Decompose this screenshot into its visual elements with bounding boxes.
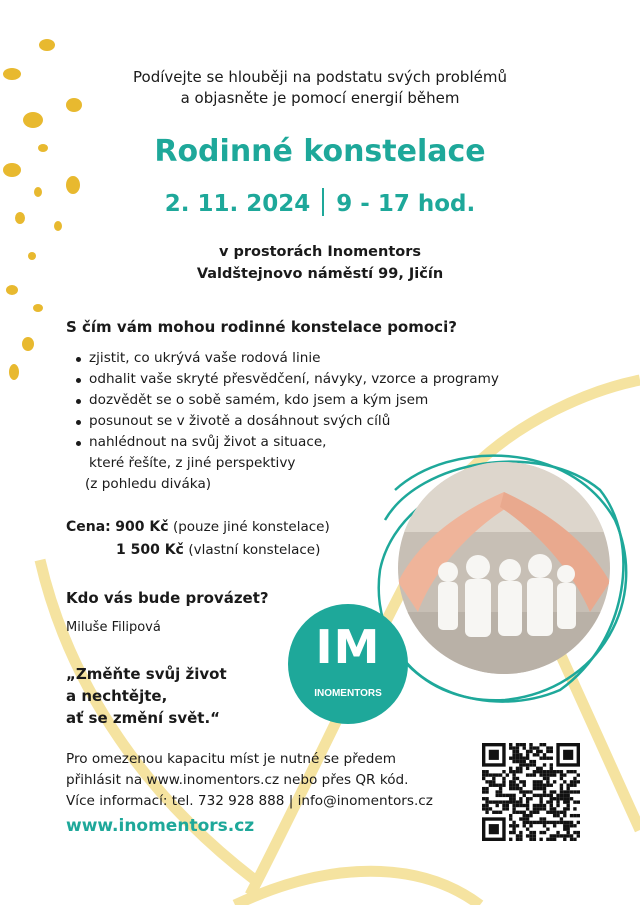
list-item: dozvědět se o sobě samém, kdo jsem a kým jsem — [74, 390, 499, 411]
qr-code-icon[interactable] — [482, 743, 580, 841]
dot — [9, 364, 19, 380]
page-title: Rodinné konstelace — [154, 134, 486, 169]
venue — [0, 241, 640, 285]
inomentors-logo — [288, 604, 408, 724]
website-link[interactable]: www.inomentors.cz — [66, 816, 255, 836]
dot — [39, 39, 55, 51]
contact-line: přihlásit na www.inomentors.cz nebo přes QR kód. — [66, 772, 409, 788]
quote — [66, 663, 227, 729]
price-label: Cena: — [66, 519, 111, 535]
venue-line: v prostorách Inomentors — [218, 244, 422, 260]
list-item: zjistit, co ukrývá vaše rodová linie — [74, 348, 499, 369]
intro-line: a objasněte je pomocí energií během — [180, 89, 460, 107]
intro-line: Podívejte se hlouběji na podstatu svých problémů — [133, 68, 507, 86]
intro-text — [0, 67, 640, 109]
venue-address: Valdštejnovo náměstí 99, Jičín — [196, 266, 444, 282]
price-line-2 — [116, 542, 320, 558]
list-item-continuation: (z pohledu diváka) — [85, 476, 212, 492]
quote-line: a nechtějte, — [66, 687, 168, 705]
benefits-heading: S čím vám mohou rodinné konstelace pomoci? — [66, 318, 457, 336]
contact-line: Pro omezenou kapacitu míst je nutné se předem — [66, 751, 396, 767]
price-note: (vlastní konstelace) — [188, 542, 321, 558]
dot — [6, 285, 18, 295]
logo-mark: IM — [315, 620, 381, 674]
petal-outline-low — [235, 871, 480, 905]
contact-info — [66, 749, 433, 812]
event-date-time — [0, 188, 640, 217]
event-time: 9 - 17 hod. — [336, 191, 476, 217]
dot — [33, 304, 43, 312]
guide-heading: Kdo vás bude provázet? — [66, 589, 269, 607]
list-item: posunout se v životě a dosáhnout svých cílů — [74, 411, 499, 432]
dot — [22, 337, 34, 351]
list-item-continuation: které řešíte, z jiné perspektivy — [89, 455, 296, 471]
price-line-1 — [66, 519, 330, 535]
dot — [54, 221, 62, 231]
guide-name: Miluše Filipová — [66, 620, 161, 635]
list-item: odhalit vaše skryté přesvědčení, návyky, vzorce a programy — [74, 369, 499, 390]
price-value: 900 Kč — [115, 519, 169, 535]
quote-line: „Změňte svůj život — [66, 665, 227, 683]
divider — [322, 188, 324, 216]
dot — [23, 112, 43, 128]
benefits-list — [74, 348, 499, 495]
logo-name: INOMENTORS — [314, 688, 382, 699]
list-item: nahlédnout na svůj život a situace, — [74, 432, 499, 453]
price-value: 1 500 Kč — [116, 542, 184, 558]
event-date: 2. 11. 2024 — [164, 191, 311, 217]
quote-line: ať se změní svět.“ — [66, 709, 221, 727]
price-note: (pouze jiné konstelace) — [172, 519, 330, 535]
contact-line: Více informací: tel. 732 928 888 | info@inomentors.cz — [66, 793, 433, 809]
